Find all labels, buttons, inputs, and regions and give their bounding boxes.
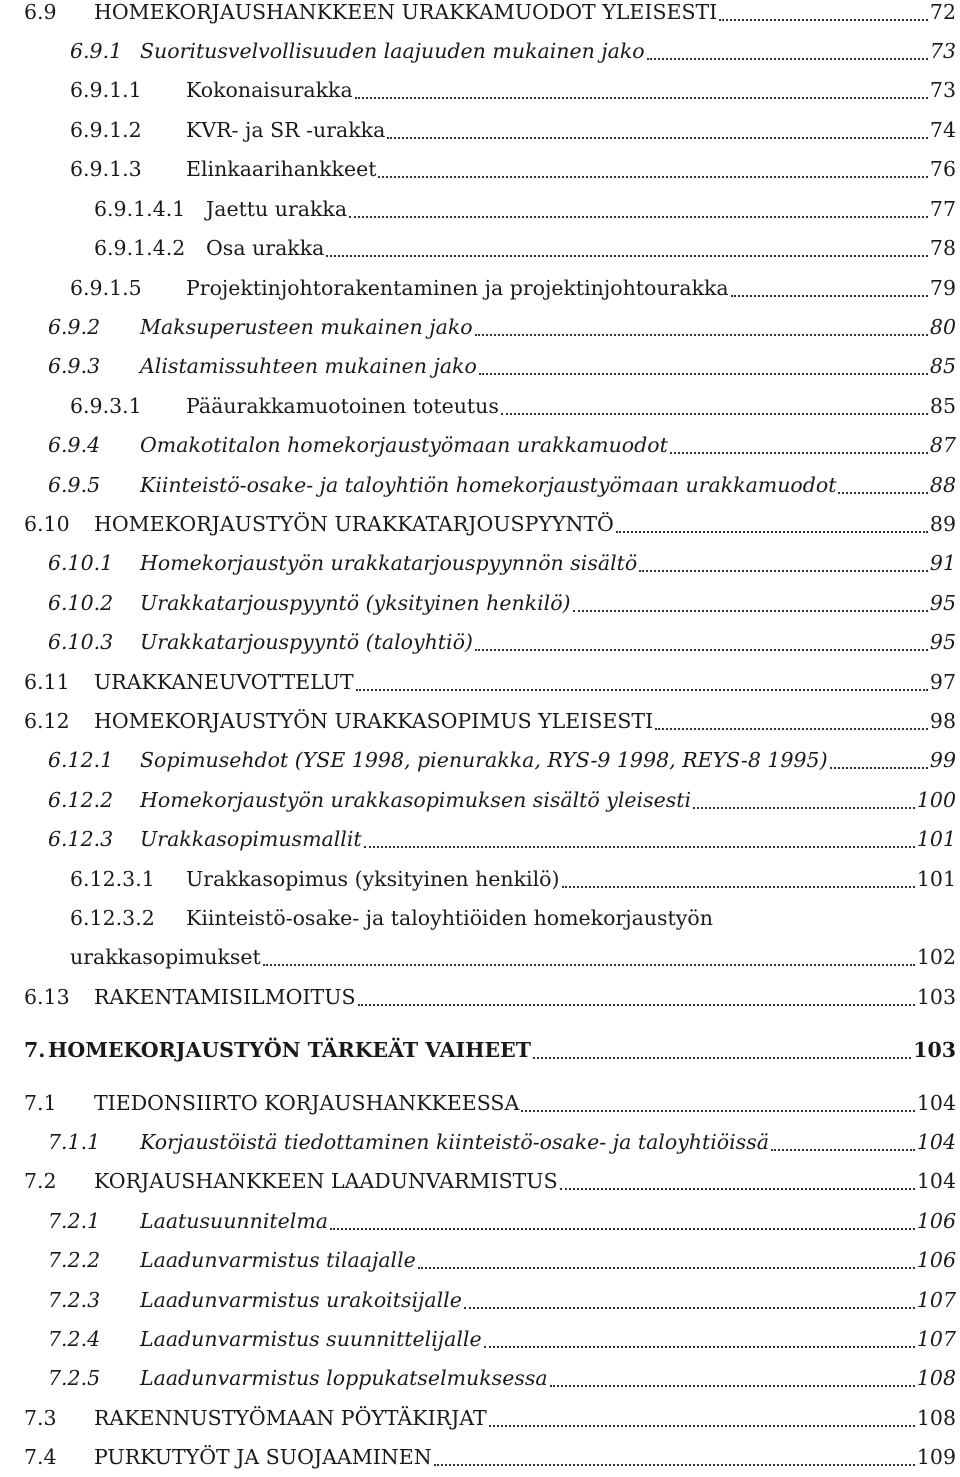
toc-entry-title: RAKENTAMISILMOITUS	[94, 985, 356, 1009]
toc-dot-leader	[693, 807, 915, 809]
toc-entry-page-number: 91	[929, 551, 956, 575]
toc-entry[interactable]	[0, 819, 960, 859]
toc-entry-number: 7.3	[24, 1406, 57, 1430]
toc-dot-leader	[838, 492, 927, 494]
toc-entry[interactable]	[0, 425, 960, 465]
toc-entry[interactable]	[0, 228, 960, 268]
toc-entry-title: Korjaustöistä tiedottaminen kiinteistö-osake- ja taloyhtiöissä	[140, 1130, 769, 1154]
toc-entry-number: 6.12.3.2	[70, 906, 155, 930]
toc-entry-title: HOMEKORJAUSHANKKEEN URAKKAMUODOT YLEISESTI	[94, 0, 718, 24]
toc-entry-page-number: 73	[929, 78, 956, 102]
toc-entry-page-number: 76	[929, 157, 956, 181]
toc-entry[interactable]	[0, 859, 960, 899]
toc-entry-number: 6.9.3.1	[70, 394, 142, 418]
toc-dot-leader	[521, 1110, 915, 1112]
toc-entry-title: Laadunvarmistus urakoitsijalle	[140, 1288, 462, 1312]
toc-entry-title: KVR- ja SR -urakka	[186, 118, 386, 142]
toc-dot-leader	[475, 649, 928, 651]
toc-entry-page-number: 104	[916, 1169, 956, 1193]
toc-entry[interactable]	[0, 662, 960, 702]
toc-dot-leader	[364, 846, 915, 848]
toc-dot-leader	[418, 1267, 915, 1269]
toc-entry-title: Urakkasopimus (yksityinen henkilö)	[186, 867, 560, 891]
toc-dot-leader	[387, 137, 928, 139]
toc-entry[interactable]	[0, 583, 960, 623]
toc-entry-page-number: 97	[929, 670, 956, 694]
toc-entry-page-number: 102	[916, 945, 956, 969]
toc-entry-number: 7.1.1	[48, 1130, 101, 1154]
toc-entry-page-number: 88	[929, 473, 956, 497]
toc-dot-leader	[489, 1425, 915, 1427]
toc-entry-number: 7.2.4	[48, 1327, 101, 1351]
toc-entry-title: Urakkatarjouspyyntö (yksityinen henkilö)	[140, 591, 571, 615]
toc-entry-page-number: 74	[929, 118, 956, 142]
toc-entry-page-number: 95	[929, 630, 956, 654]
toc-entry-title: Alistamissuhteen mukainen jako	[140, 354, 477, 378]
toc-entry[interactable]	[0, 70, 960, 110]
toc-entry-number: 6.10.1	[48, 551, 114, 575]
toc-entry-page-number: 107	[916, 1327, 956, 1351]
toc-entry-number: 7.	[24, 1038, 46, 1062]
toc-entry-page-number: 106	[916, 1248, 956, 1272]
toc-entry-title: HOMEKORJAUSTYÖN URAKKATARJOUSPYYNTÖ	[94, 512, 614, 536]
toc-entry-page-number: 87	[929, 433, 956, 457]
toc-dot-leader	[484, 1346, 915, 1348]
toc-entry[interactable]	[0, 937, 960, 977]
toc-entry[interactable]	[0, 1319, 960, 1359]
toc-entry-number: 6.9.1.4.1	[94, 197, 186, 221]
toc-entry[interactable]	[0, 110, 960, 150]
toc-entry-title: Urakkasopimusmallit	[140, 827, 362, 851]
toc-entry[interactable]	[0, 1083, 960, 1123]
toc-entry[interactable]	[0, 1240, 960, 1280]
toc-dot-leader	[434, 1464, 915, 1466]
toc-entry[interactable]	[0, 543, 960, 583]
toc-entry-number: 7.2.3	[48, 1288, 101, 1312]
toc-entry[interactable]	[0, 1201, 960, 1241]
toc-entry-number: 7.2.1	[48, 1209, 101, 1233]
toc-dot-leader	[378, 176, 927, 178]
toc-entry-page-number: 106	[916, 1209, 956, 1233]
toc-dot-leader	[639, 570, 928, 572]
toc-entry[interactable]	[0, 1122, 960, 1162]
toc-entry[interactable]	[0, 504, 960, 544]
toc-entry-page-number: 72	[929, 0, 956, 24]
toc-entry-number: 6.9	[24, 0, 57, 24]
toc-entry-title: Laadunvarmistus loppukatselmuksessa	[140, 1366, 548, 1390]
toc-entry-page-number: 85	[929, 354, 956, 378]
toc-entry[interactable]	[0, 1358, 960, 1398]
toc-entry-title: Kokonaisurakka	[186, 78, 353, 102]
toc-entry[interactable]	[0, 31, 960, 71]
toc-dot-leader	[349, 216, 928, 218]
toc-entry-title: Sopimusehdot (YSE 1998, pienurakka, RYS-9 1998, REYS-8 1995)	[140, 748, 828, 772]
toc-entry-title: Pääurakkamuotoinen toteutus	[186, 394, 499, 418]
toc-entry[interactable]	[0, 1161, 960, 1201]
toc-entry-title: Suoritusvelvollisuuden laajuuden mukainen jako	[140, 39, 645, 63]
toc-entry-number: 6.12.3.1	[70, 867, 155, 891]
toc-entry-page-number: 101	[916, 867, 956, 891]
toc-dot-leader	[356, 689, 928, 691]
toc-dot-leader	[560, 1188, 915, 1190]
toc-entry-title: Jaettu urakka	[206, 197, 348, 221]
toc-entry-page-number: 99	[929, 748, 956, 772]
toc-dot-leader	[550, 1385, 915, 1387]
toc-entry-page-number: 80	[929, 315, 956, 339]
toc-entry-page-number: 101	[916, 827, 956, 851]
toc-entry[interactable]	[0, 622, 960, 662]
toc-entry-title: Kiinteistö-osake- ja taloyhtiöiden homekorjaustyön	[186, 906, 713, 930]
toc-entry[interactable]	[0, 386, 960, 426]
toc-dot-leader	[326, 255, 928, 257]
toc-entry-page-number: 73	[929, 39, 956, 63]
toc-entry-page-number: 77	[929, 197, 956, 221]
toc-entry-page-number: 108	[916, 1366, 956, 1390]
toc-entry-number: 6.10	[24, 512, 70, 536]
toc-dot-leader	[573, 610, 928, 612]
toc-dot-leader	[655, 728, 928, 730]
toc-entry-number: 6.9.1.3	[70, 157, 142, 181]
toc-entry-number: 6.9.1.4.2	[94, 236, 186, 260]
toc-entry-number: 6.10.2	[48, 591, 114, 615]
toc-dot-leader	[719, 19, 928, 21]
toc-entry-title: TIEDONSIIRTO KORJAUSHANKKEESSA	[94, 1091, 520, 1115]
toc-entry-title: Omakotitalon homekorjaustyömaan urakkamuodot	[140, 433, 668, 457]
toc-entry-title: Maksuperusteen mukainen jako	[140, 315, 473, 339]
toc-entry[interactable]	[0, 780, 960, 820]
toc-entry-page-number: 104	[916, 1130, 956, 1154]
toc-entry-number: 7.2	[24, 1169, 57, 1193]
toc-entry-number: 6.9.1	[70, 39, 123, 63]
toc-dot-leader	[355, 97, 928, 99]
toc-entry-page-number: 103	[913, 1038, 956, 1062]
toc-entry-title: HOMEKORJAUSTYÖN TÄRKEÄT VAIHEET	[48, 1038, 531, 1062]
toc-dot-leader	[731, 295, 928, 297]
toc-entry-page-number: 85	[929, 394, 956, 418]
toc-entry-title: HOMEKORJAUSTYÖN URAKKASOPIMUS YLEISESTI	[94, 709, 654, 733]
toc-dot-leader	[830, 767, 928, 769]
toc-entry-number: 6.10.3	[48, 630, 114, 654]
toc-entry-number: 7.2.2	[48, 1248, 101, 1272]
toc-dot-leader	[771, 1149, 915, 1151]
toc-entry-page-number: 98	[929, 709, 956, 733]
toc-dot-leader	[616, 531, 928, 533]
toc-entry[interactable]	[0, 346, 960, 386]
toc-entry[interactable]	[0, 977, 960, 1017]
toc-dot-leader	[533, 1057, 911, 1059]
toc-entry-page-number: 109	[916, 1445, 956, 1469]
toc-entry[interactable]	[0, 898, 960, 938]
toc-dot-leader	[479, 373, 928, 375]
toc-entry-number: 7.1	[24, 1091, 57, 1115]
toc-dot-leader	[501, 413, 928, 415]
toc-entry[interactable]	[0, 307, 960, 347]
toc-entry-number: 6.9.4	[48, 433, 101, 457]
toc-entry-title: Homekorjaustyön urakkasopimuksen sisältö yleisesti	[140, 788, 692, 812]
toc-dot-leader	[358, 1004, 915, 1006]
toc-entry[interactable]	[0, 1280, 960, 1320]
toc-entry-number: 6.12.1	[48, 748, 114, 772]
toc-entry-title: Laatusuunnitelma	[140, 1209, 328, 1233]
toc-dot-leader	[562, 886, 915, 888]
toc-entry-title: Laadunvarmistus tilaajalle	[140, 1248, 416, 1272]
toc-entry-number: 6.9.1.5	[70, 276, 142, 300]
toc-entry-page-number: 104	[916, 1091, 956, 1115]
toc-entry[interactable]	[0, 189, 960, 229]
toc-entry-title: Osa urakka	[206, 236, 325, 260]
toc-entry[interactable]	[0, 268, 960, 308]
toc-entry-title: Kiinteistö-osake- ja taloyhtiön homekorjaustyömaan urakkamuodot	[140, 473, 837, 497]
toc-dot-leader	[464, 1307, 915, 1309]
toc-entry-title: Elinkaarihankkeet	[186, 157, 377, 181]
toc-entry-number: 7.4	[24, 1445, 57, 1469]
toc-entry[interactable]	[0, 149, 960, 189]
toc-dot-leader	[647, 58, 928, 60]
toc-entry-title: Laadunvarmistus suunnittelijalle	[140, 1327, 482, 1351]
toc-entry-number: 6.12.2	[48, 788, 114, 812]
toc-entry-title: PURKUTYÖT JA SUOJAAMINEN	[94, 1445, 432, 1469]
toc-entry-title: urakkasopimukset	[70, 945, 261, 969]
toc-entry[interactable]	[0, 701, 960, 741]
toc-entry-page-number: 108	[916, 1406, 956, 1430]
toc-dot-leader	[670, 452, 928, 454]
toc-entry-title: KORJAUSHANKKEEN LAADUNVARMISTUS	[94, 1169, 558, 1193]
toc-entry-number: 6.9.1.2	[70, 118, 142, 142]
toc-dot-leader	[475, 334, 928, 336]
toc-entry-title: Homekorjaustyön urakkatarjouspyynnön sisältö	[140, 551, 638, 575]
toc-entry[interactable]	[0, 465, 960, 505]
toc-entry[interactable]	[0, 1437, 960, 1477]
toc-entry-page-number: 89	[929, 512, 956, 536]
toc-entry-title: RAKENNUSTYÖMAAN PÖYTÄKIRJAT	[94, 1406, 487, 1430]
toc-entry-number: 7.2.5	[48, 1366, 101, 1390]
toc-entry[interactable]	[0, 740, 960, 780]
toc-entry-title: Urakkatarjouspyyntö (taloyhtiö)	[140, 630, 473, 654]
toc-entry-number: 6.11	[24, 670, 70, 694]
toc-entry-title: Projektinjohtorakentaminen ja projektinjohtourakka	[186, 276, 729, 300]
toc-entry-number: 6.9.1.1	[70, 78, 142, 102]
toc-entry-page-number: 100	[916, 788, 956, 812]
toc-entry-number: 6.12	[24, 709, 70, 733]
toc-entry-title: URAKKANEUVOTTELUT	[94, 670, 354, 694]
toc-entry-number: 6.12.3	[48, 827, 114, 851]
toc-entry[interactable]	[0, 1398, 960, 1438]
toc-entry-number: 6.9.5	[48, 473, 101, 497]
toc-entry-page-number: 78	[929, 236, 956, 260]
toc-dot-leader	[263, 964, 915, 966]
toc-entry[interactable]	[0, 1030, 960, 1070]
toc-dot-leader	[330, 1228, 915, 1230]
toc-entry-number: 6.13	[24, 985, 70, 1009]
toc-entry-page-number: 95	[929, 591, 956, 615]
toc-entry-page-number: 79	[929, 276, 956, 300]
toc-entry-page-number: 107	[916, 1288, 956, 1312]
toc-entry-number: 6.9.2	[48, 315, 101, 339]
toc-entry-page-number: 103	[916, 985, 956, 1009]
toc-entry-number: 6.9.3	[48, 354, 101, 378]
toc-entry[interactable]	[0, 0, 960, 32]
